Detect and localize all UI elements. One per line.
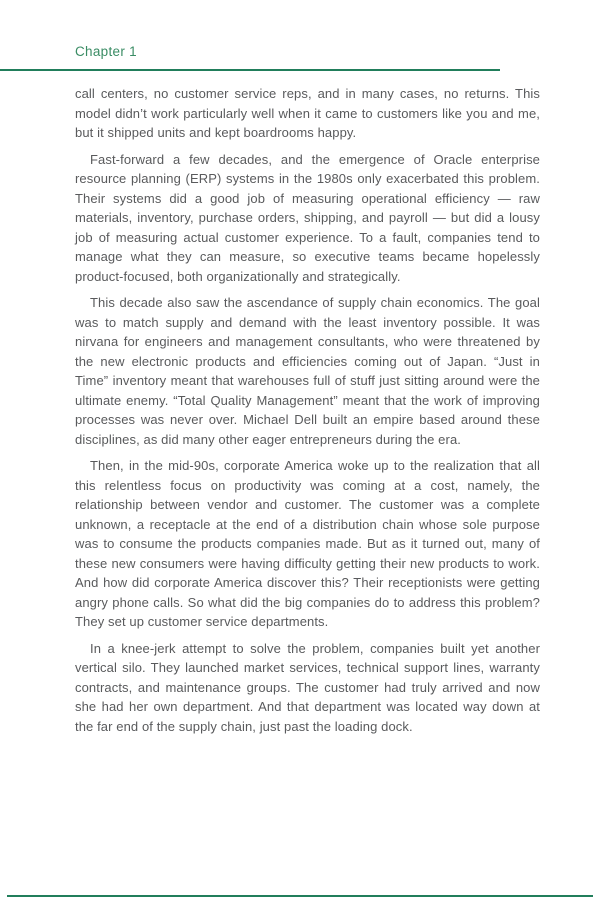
paragraph-continuation: call centers, no customer service reps, and in many cases, no returns. This model didn’t work particularly well when it came to customers like you and me, but it shipped units and kept boardrooms happy.: [75, 86, 540, 140]
chapter-header-label: Chapter 1: [75, 44, 137, 59]
footer-rule: [7, 895, 593, 897]
header-rule: [0, 69, 500, 71]
paragraph-fast-forward: Fast-forward a few decades, and the emergence of Oracle enterprise resource planning (ERP) systems in the 1980s only exacerbated this problem. Their systems did a good job of measuring operational efficiency — raw materials, inventory, purchase orders, shipping, and payroll — but did a lousy job of measuring actual customer experience. To a fault, companies tend to manage what they can measure, so executive teams became hopelessly product-focused, both organizationally and strategically.: [75, 151, 540, 284]
paragraph-mid-90s: Then, in the mid-90s, corporate America woke up to the realization that all this relentless focus on productivity was coming at a cost, namely, the relationship between vendor and customer. The customer was a complete unknown, a receptacle at the end of a distribution chain whose sole purpose was to consume the products companies made. But as it turned out, many of these new consumers were having difficulty getting their new products to work. And how did corporate America discover this? Their receptionists were getting angry phone calls. So what did the big companies do to address this problem? They set up customer service departments.: [75, 458, 540, 629]
body-text-block: [75, 84, 540, 743]
paragraph-knee-jerk: In a knee-jerk attempt to solve the problem, companies built yet another vertical silo. They launched market services, technical support lines, warranty contracts, and maintenance groups. The customer had truly arrived and now she had her own department. And that department was located way down at the far end of the supply chain, just past the loading dock.: [75, 640, 540, 734]
paragraph-supply-chain: This decade also saw the ascendance of supply chain economics. The goal was to match supply and demand with the least inventory possible. It was nirvana for engineers and management consultants, who were threatened by the new electronic products and efficiencies coming out of Japan. “Just in Time” inventory meant that warehouses full of stuff just sitting around were the ultimate enemy. “Total Quality Management” meant that the work of improving processes was never over. Michael Dell built an empire based around these disciplines, as did many other eager entrepreneurs during the era.: [75, 295, 540, 447]
